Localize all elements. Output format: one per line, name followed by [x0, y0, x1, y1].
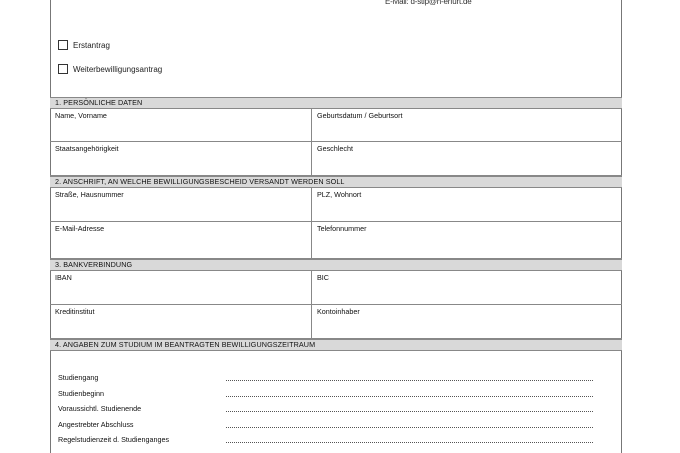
- study-line-start[interactable]: [58, 389, 593, 398]
- weiterbewilligungsantrag-checkbox[interactable]: [58, 64, 68, 74]
- table-row: [50, 222, 622, 259]
- phone-field[interactable]: Telefonnummer: [317, 224, 367, 233]
- study-line-end[interactable]: [58, 404, 593, 413]
- dotted-input-line[interactable]: [226, 420, 593, 428]
- option-label: Erstantrag: [73, 40, 110, 50]
- table-row: [50, 142, 622, 176]
- erstantrag-checkbox[interactable]: [58, 40, 68, 50]
- account-holder-field[interactable]: Kontoinhaber: [317, 307, 360, 316]
- birth-field[interactable]: Geburtsdatum / Geburtsort: [317, 111, 403, 120]
- study-label: Voraussichtl. Studienende: [58, 404, 142, 413]
- table-row: [50, 271, 622, 305]
- option-weiterbewilligungsantrag[interactable]: [58, 64, 162, 74]
- section-study-header: 4. ANGABEN ZUM STUDIUM IM BEANTRAGTEN BEWILLIGUNGSZEITRAUM: [50, 339, 622, 351]
- study-label: Angestrebter Abschluss: [58, 420, 134, 429]
- contact-email: E-Mail: d-stip@h-erfurt.de: [385, 0, 472, 6]
- table-row: [50, 188, 622, 222]
- study-label: Studiengang: [58, 373, 99, 382]
- city-field[interactable]: PLZ, Wohnort: [317, 190, 362, 199]
- bank-name-field[interactable]: Kreditinstitut: [50, 305, 312, 338]
- study-line-degree[interactable]: [58, 420, 593, 429]
- dotted-input-line[interactable]: [226, 435, 593, 443]
- name-field[interactable]: Name, Vorname: [50, 109, 312, 141]
- section-bank-header: 3. BANKVERBINDUNG: [50, 259, 622, 271]
- table-row: [50, 305, 622, 339]
- gender-field[interactable]: Geschlecht: [317, 144, 353, 153]
- study-line-duration[interactable]: [58, 435, 593, 444]
- street-field[interactable]: Straße, Hausnummer: [50, 188, 312, 221]
- dotted-input-line[interactable]: [226, 373, 593, 381]
- dotted-input-line[interactable]: [226, 404, 593, 412]
- nationality-field[interactable]: Staatsangehörigkeit: [50, 142, 312, 175]
- study-label: Regelstudienzeit d. Studienganges: [58, 435, 170, 444]
- option-label: Weiterbewilligungsantrag: [73, 64, 163, 74]
- dotted-input-line[interactable]: [226, 389, 593, 397]
- study-label: Studienbeginn: [58, 389, 104, 398]
- study-line-program[interactable]: [58, 373, 593, 382]
- section-address-header: 2. ANSCHRIFT, AN WELCHE BEWILLIGUNGSBESCHEID VERSANDT WERDEN SOLL: [50, 176, 622, 188]
- iban-field[interactable]: IBAN: [50, 271, 312, 304]
- email-field[interactable]: E-Mail-Adresse: [50, 222, 312, 258]
- section-personal-header: 1. PERSÖNLICHE DATEN: [50, 97, 622, 109]
- bic-field[interactable]: BIC: [317, 273, 329, 282]
- option-erstantrag[interactable]: [58, 40, 110, 50]
- table-row: [50, 109, 622, 142]
